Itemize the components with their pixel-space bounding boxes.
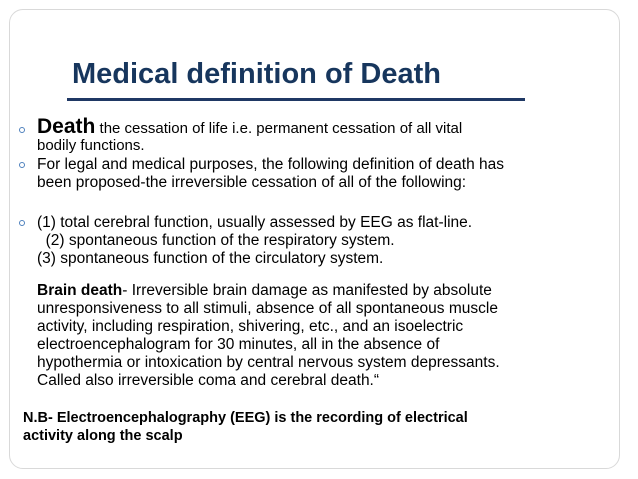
brain-death-line5: hypothermia or intoxication by central nervous system depressants. — [37, 354, 500, 371]
bullet-icon — [19, 220, 25, 226]
death-definition-line1: the cessation of life i.e. permanent cessation of all vital — [95, 120, 463, 137]
brain-death-line4: electroencephalogram for 30 minutes, all in the absence of — [37, 336, 440, 353]
death-term: Death — [37, 115, 96, 138]
legal-line2: been proposed-the irreversible cessation of all of the following: — [37, 174, 467, 191]
bullet-death — [37, 116, 462, 139]
death-definition-line2: bodily functions. — [37, 137, 145, 154]
slide-title: Medical definition of Death — [72, 58, 441, 90]
bullet-icon — [19, 162, 25, 168]
brain-death-line3: activity, including respiration, shivering, etc., and an isoelectric — [37, 318, 464, 335]
brain-death-term: Brain death — [37, 282, 123, 299]
brain-death-line1 — [37, 282, 492, 300]
note-line2: activity along the scalp — [23, 428, 183, 444]
bullet-icon — [19, 127, 25, 133]
brain-death-line6: Called also irreversible coma and cerebral death.“ — [37, 372, 380, 389]
legal-line1: For legal and medical purposes, the following definition of death has — [37, 156, 505, 173]
criteria-line3: (3) spontaneous function of the circulatory system. — [37, 250, 384, 267]
note-line1: N.B- Electroencephalography (EEG) is the recording of electrical — [23, 410, 468, 426]
criteria-line1: (1) total cerebral function, usually assessed by EEG as flat-line. — [37, 214, 473, 231]
brain-death-text: - Irreversible brain damage as manifested by absolute — [122, 282, 492, 299]
title-underline — [67, 98, 525, 101]
criteria-line2: (2) spontaneous function of the respiratory system. — [37, 232, 395, 249]
brain-death-line2: unresponsiveness to all stimuli, absence of all spontaneous muscle — [37, 300, 498, 317]
